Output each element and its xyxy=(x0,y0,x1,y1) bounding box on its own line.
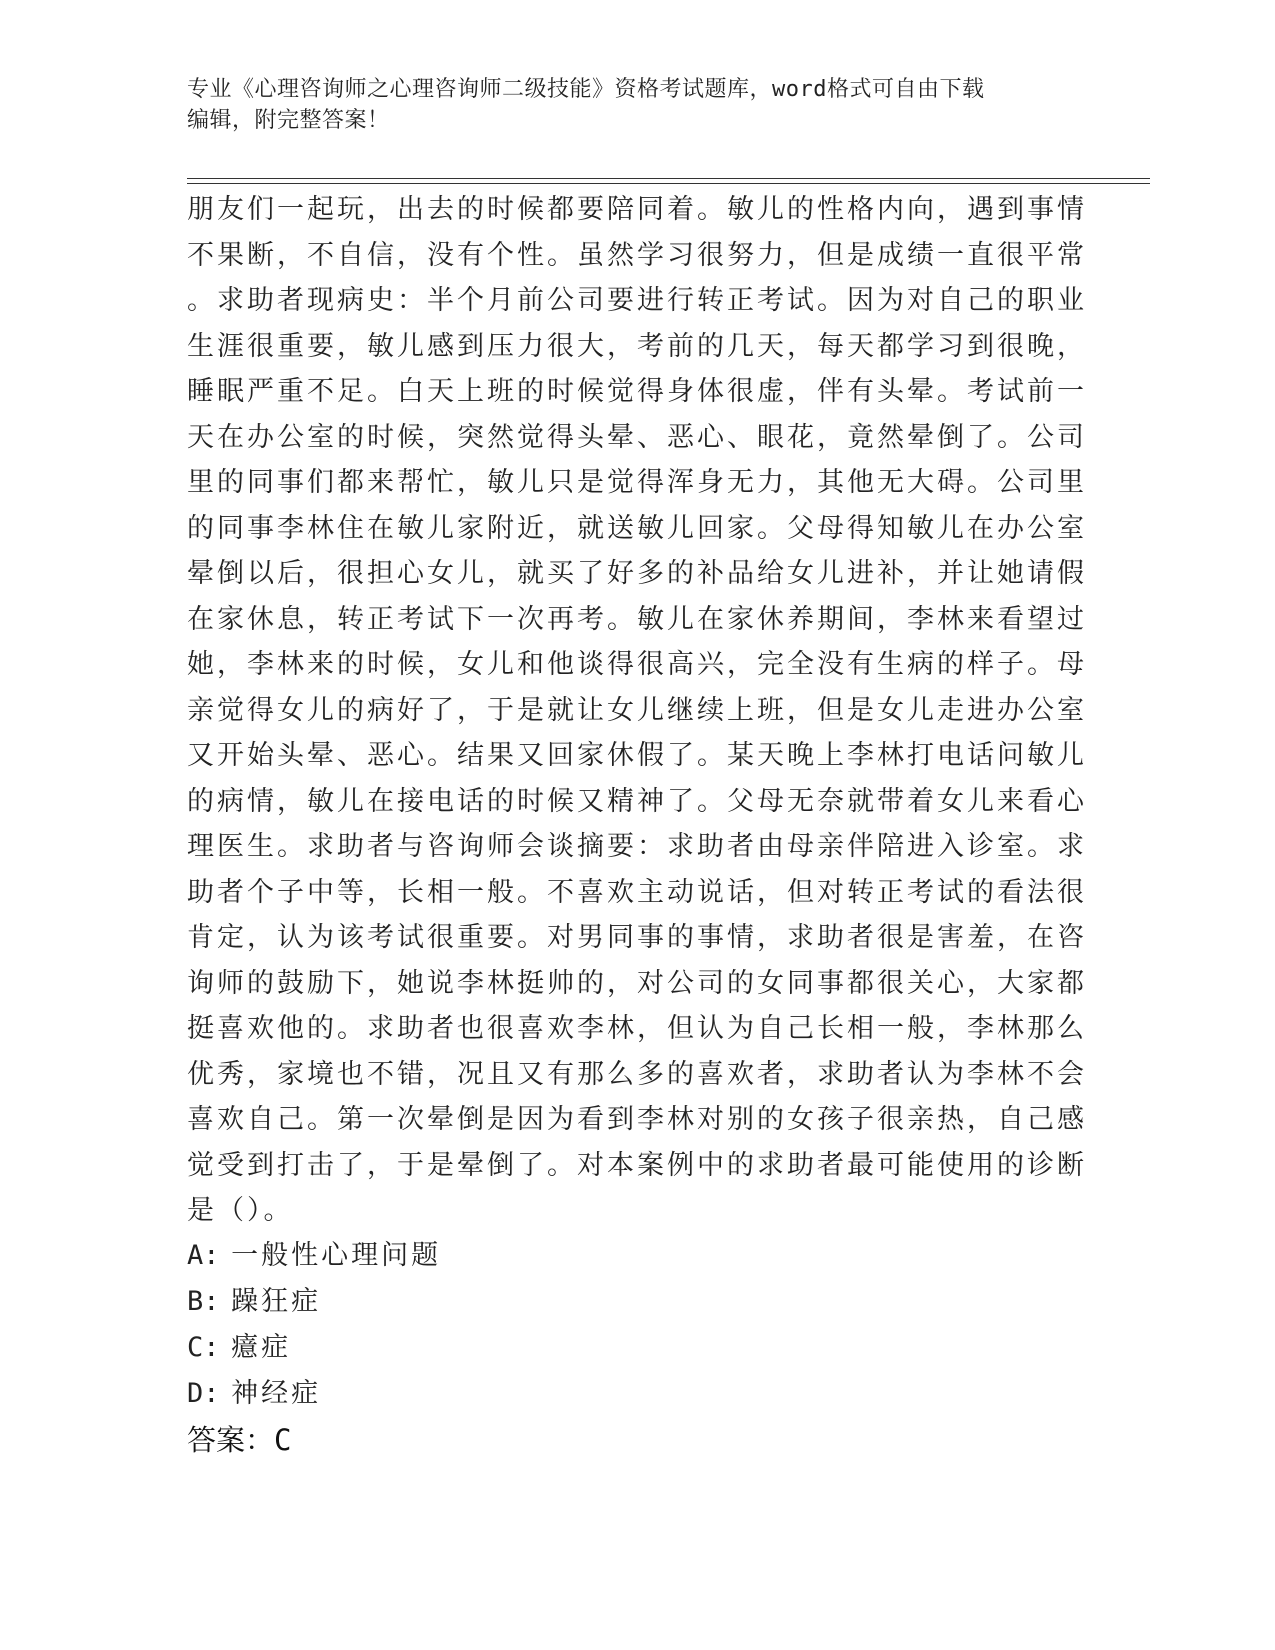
question-line: 的同事李林住在敏儿家附近，就送敏儿回家。父母得知敏儿在办公室 xyxy=(187,512,1087,544)
question-line: 晕倒以后，很担心女儿，就买了好多的补品给女儿进补，并让她请假 xyxy=(187,558,1087,589)
option-b-key: B: xyxy=(187,1286,220,1317)
question-line: 睡眠严重不足。白天上班的时候觉得身体很虚，伴有头晕。考试前一 xyxy=(187,376,1087,407)
question-line: 亲觉得女儿的病好了，于是就让女儿继续上班，但是女儿走进办公室 xyxy=(187,694,1087,726)
option-a xyxy=(187,1233,1067,1279)
option-a-text: 一般性心理问题 xyxy=(231,1240,442,1271)
question-line: 助者个子中等，长相一般。不喜欢主动说话，但对转正考试的看法很 xyxy=(187,876,1087,908)
question-line: 她，李林来的时候，女儿和他谈得很高兴，完全没有生病的样子。母 xyxy=(187,649,1087,680)
option-c xyxy=(187,1325,1067,1371)
question-line: 在家休息，转正考试下一次再考。敏儿在家休养期间，李林来看望过 xyxy=(187,603,1087,635)
option-d-text: 神经症 xyxy=(231,1378,322,1409)
answer-label: 答案： xyxy=(187,1423,275,1457)
question-line: 理医生。求助者与咨询师会谈摘要：求助者由母亲伴陪进入诊室。求 xyxy=(187,831,1087,862)
option-c-key: C: xyxy=(187,1332,220,1363)
option-a-key: A: xyxy=(187,1240,220,1271)
question-line: 优秀，家境也不错，况且又有那么多的喜欢者，求助者认为李林不会 xyxy=(187,1058,1087,1090)
question-line: 肯定，认为该考试很重要。对男同事的事情，求助者很是害羞，在咨 xyxy=(187,922,1087,953)
question-line: 里的同事们都来帮忙，敏儿只是觉得浑身无力，其他无大碍。公司里 xyxy=(187,467,1087,498)
header-divider-top xyxy=(187,178,1150,179)
question-line: 挺喜欢他的。求助者也很喜欢李林，但认为自己长相一般，李林那么 xyxy=(187,1013,1087,1044)
answer-options xyxy=(187,1233,1067,1417)
header-line-2: 编辑，附完整答案！ xyxy=(187,108,390,133)
option-b-text: 躁狂症 xyxy=(231,1286,322,1317)
answer-line xyxy=(187,1417,291,1463)
question-line: 生涯很重要，敏儿感到压力很大，考前的几天，每天都学习到很晚， xyxy=(187,330,1087,362)
question-line: 天在办公室的时候，突然觉得头晕、恶心、眼花，竟然晕倒了。公司 xyxy=(187,421,1087,453)
question-line: 。求助者现病史：半个月前公司要进行转正考试。因为对自己的职业 xyxy=(187,285,1087,316)
question-line: 觉受到打击了，于是晕倒了。对本案例中的求助者最可能使用的诊断 xyxy=(187,1149,1087,1181)
question-line: 的病情，敏儿在接电话的时候又精神了。父母无奈就带着女儿来看心 xyxy=(187,785,1087,817)
option-d xyxy=(187,1371,1067,1417)
question-stem xyxy=(187,187,1087,1234)
question-line: 又开始头晕、恶心。结果又回家休假了。某天晚上李林打电话问敏儿 xyxy=(187,740,1087,771)
question-line: 询师的鼓励下，她说李林挺帅的，对公司的女同事都很关心，大家都 xyxy=(187,967,1087,999)
document-header xyxy=(187,74,1067,136)
question-line: 不果断，不自信，没有个性。虽然学习很努力，但是成绩一直很平常 xyxy=(187,239,1087,271)
header-line-1: 专业《心理咨询师之心理咨询师二级技能》资格考试题库，word格式可自由下载 xyxy=(187,77,985,102)
option-b xyxy=(187,1279,1067,1325)
question-line: 是（）。 xyxy=(187,1195,294,1226)
answer-value: C xyxy=(274,1423,292,1457)
option-c-text: 癔症 xyxy=(231,1332,292,1363)
option-d-key: D: xyxy=(187,1378,220,1409)
header-divider-bottom xyxy=(187,183,1150,184)
question-line: 朋友们一起玩，出去的时候都要陪同着。敏儿的性格内向，遇到事情 xyxy=(187,194,1087,225)
question-line: 喜欢自己。第一次晕倒是因为看到李林对别的女孩子很亲热，自己感 xyxy=(187,1104,1087,1135)
